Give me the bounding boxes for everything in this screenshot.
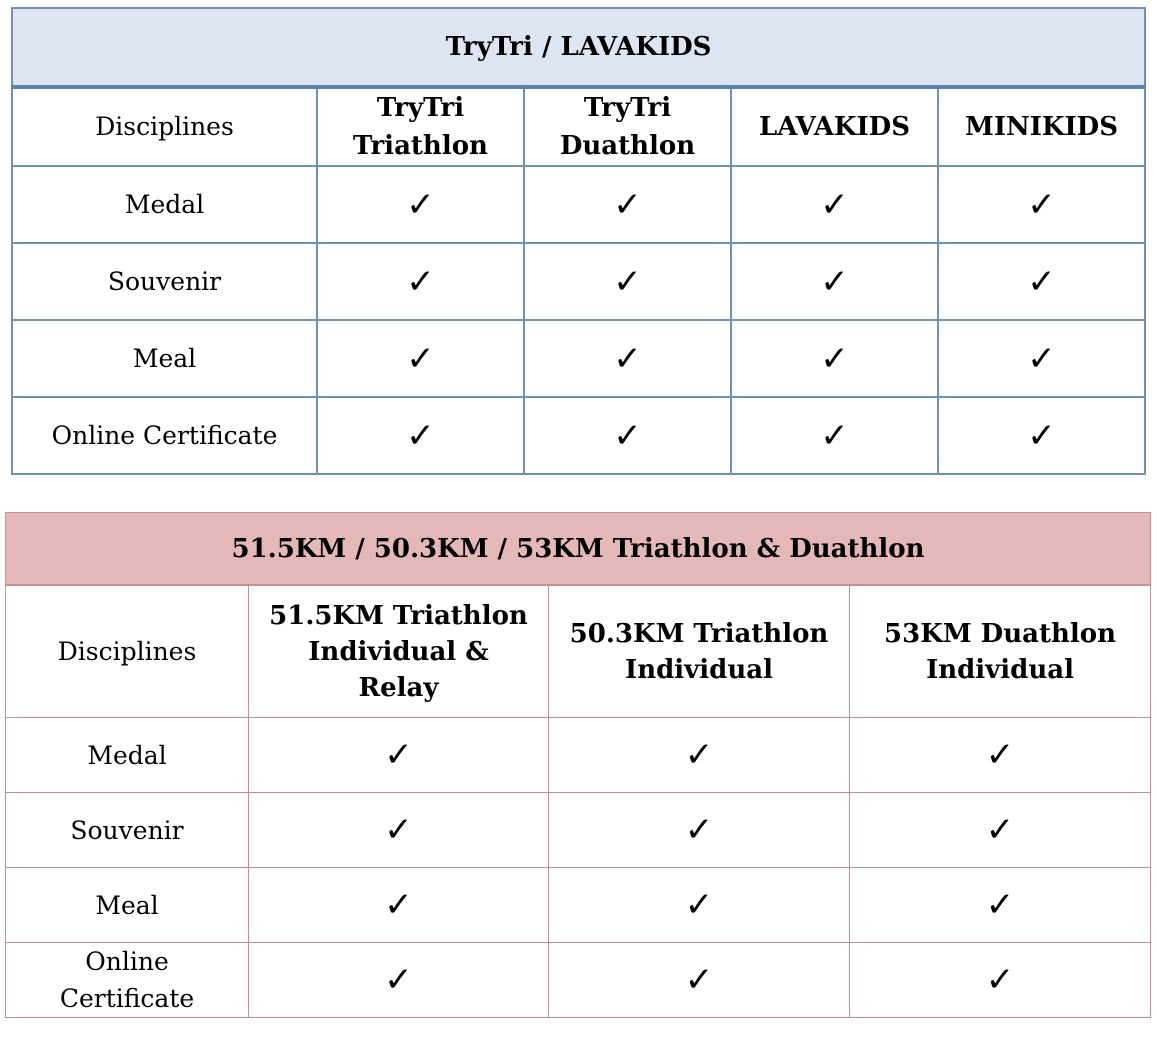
check-icon: ✓ [249, 793, 549, 868]
check-icon: ✓ [249, 943, 549, 1018]
column-header-row [6, 585, 1151, 718]
table-row [12, 397, 1145, 474]
column-header-line: 53KM Duathlon [884, 618, 1116, 649]
column-header-line: 51.5KM Triathlon [269, 600, 528, 631]
column-header-row [12, 87, 1145, 166]
check-icon: ✓ [850, 793, 1151, 868]
check-icon: ✓ [249, 868, 549, 943]
check-icon: ✓ [524, 166, 731, 243]
check-icon: ✓ [317, 243, 524, 320]
table-title-row [6, 513, 1151, 586]
table-row [6, 793, 1151, 868]
check-icon: ✓ [938, 166, 1145, 243]
column-header-line: Relay [358, 672, 439, 703]
check-icon: ✓ [524, 243, 731, 320]
column-header-line: Individual & [308, 636, 489, 667]
disciplines-header: Disciplines [12, 87, 317, 166]
row-label [6, 943, 249, 1018]
row-label-line: Online [85, 947, 169, 976]
check-icon: ✓ [731, 397, 938, 474]
check-icon: ✓ [850, 868, 1151, 943]
table-title-row [12, 8, 1145, 87]
row-label-line: Meal [95, 890, 159, 920]
column-header-minikids [938, 87, 1145, 166]
check-icon: ✓ [317, 320, 524, 397]
column-header-51-5km-triathlon [249, 585, 549, 718]
column-header-line: 50.3KM Triathlon [569, 618, 829, 649]
check-icon: ✓ [850, 718, 1151, 793]
check-icon: ✓ [731, 243, 938, 320]
table-row [6, 718, 1151, 793]
column-header-lavakids [731, 87, 938, 166]
check-icon: ✓ [317, 397, 524, 474]
check-icon: ✓ [850, 943, 1151, 1018]
check-icon: ✓ [524, 397, 731, 474]
check-icon: ✓ [938, 320, 1145, 397]
check-icon: ✓ [938, 397, 1145, 474]
disciplines-header: Disciplines [6, 585, 249, 718]
column-header-50-3km-triathlon [549, 585, 850, 718]
check-icon: ✓ [524, 320, 731, 397]
trytri-lavakids-table [11, 7, 1146, 475]
row-label: Souvenir [12, 243, 317, 320]
column-header-line: MINIKIDS [965, 112, 1118, 142]
column-header-line: Individual [625, 654, 773, 685]
column-header-53km-duathlon [850, 585, 1151, 718]
column-header-trytri-duathlon [524, 87, 731, 166]
table-title: 51.5KM / 50.3KM / 53KM Triathlon & Duathlon [6, 513, 1151, 586]
check-icon: ✓ [549, 868, 850, 943]
column-header-line: Duathlon [559, 131, 696, 161]
check-icon: ✓ [249, 718, 549, 793]
row-label-line: Souvenir [70, 815, 184, 845]
column-header-line: Triathlon [353, 131, 488, 161]
table-row [12, 243, 1145, 320]
check-icon: ✓ [549, 793, 850, 868]
check-icon: ✓ [938, 243, 1145, 320]
check-icon: ✓ [549, 718, 850, 793]
row-label: Online Certificate [12, 397, 317, 474]
row-label: Medal [12, 166, 317, 243]
table-row [6, 943, 1151, 1018]
check-icon: ✓ [549, 943, 850, 1018]
check-icon: ✓ [317, 166, 524, 243]
row-label [6, 718, 249, 793]
table-row [12, 320, 1145, 397]
check-icon: ✓ [731, 320, 938, 397]
column-header-line: Individual [926, 654, 1074, 685]
check-icon: ✓ [731, 166, 938, 243]
table-title: TryTri / LAVAKIDS [12, 8, 1145, 87]
column-header-line: LAVAKIDS [759, 112, 910, 142]
row-label [6, 868, 249, 943]
row-label-line: Certificate [59, 984, 195, 1013]
table-row [6, 868, 1151, 943]
row-label-line: Medal [87, 740, 167, 770]
column-header-trytri-triathlon [317, 87, 524, 166]
column-header-line: TryTri [376, 93, 465, 123]
row-label: Meal [12, 320, 317, 397]
table-row [12, 166, 1145, 243]
row-label [6, 793, 249, 868]
column-header-line: TryTri [583, 93, 672, 123]
triathlon-duathlon-table [5, 512, 1151, 1018]
